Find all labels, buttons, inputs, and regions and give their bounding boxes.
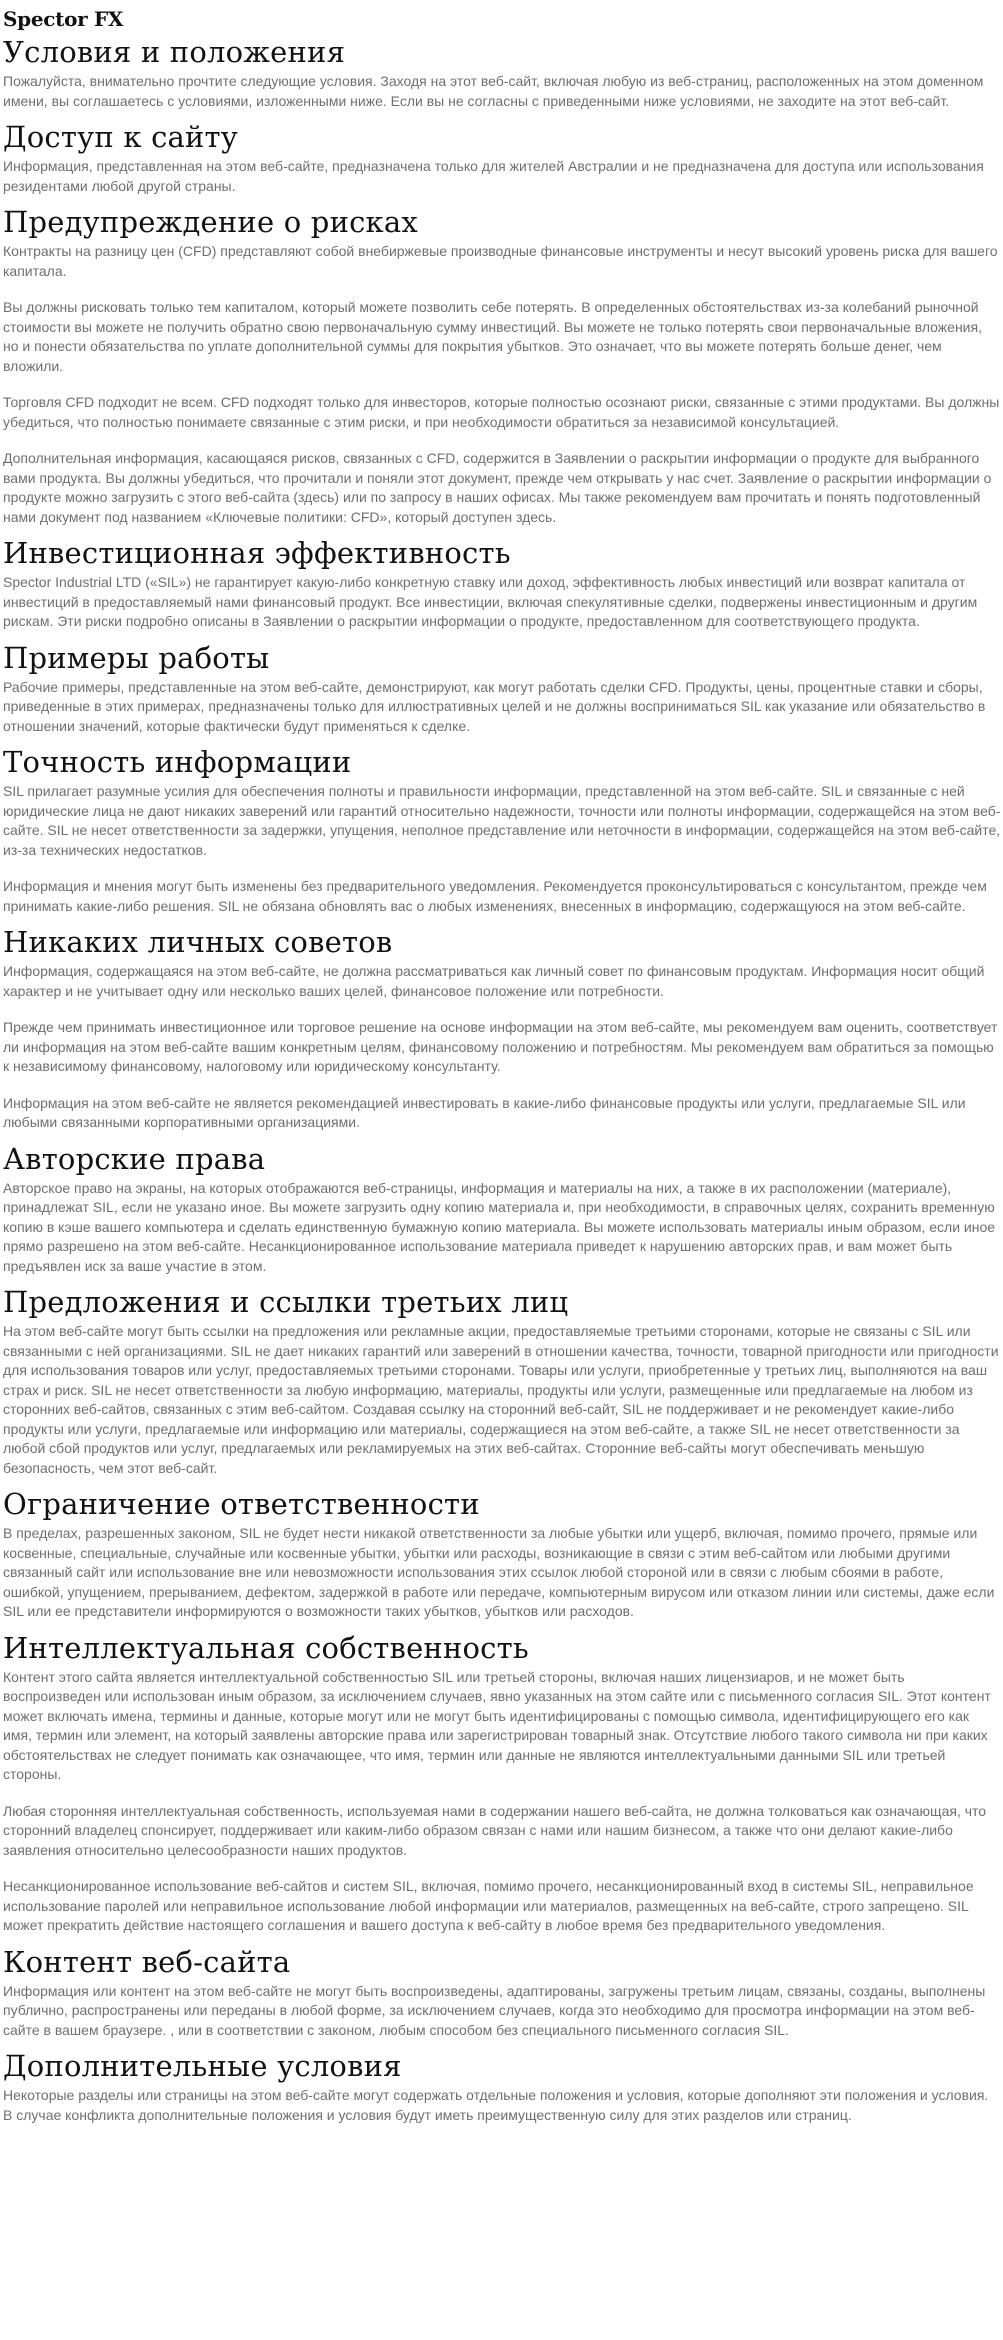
section-heading: Предложения и ссылки третьих лиц [3, 1285, 569, 1319]
section [3, 34, 1003, 111]
section [3, 1486, 1003, 1622]
section-heading: Доступ к сайту [3, 120, 239, 154]
section-heading: Инвестиционная эффективность [3, 536, 511, 570]
section-heading: Примеры работы [3, 640, 270, 675]
section [3, 535, 1003, 632]
section-paragraph: Информация на этом веб-сайте не является рекомендацией инвестировать в какие-либо финансовые продукты или услуги, предлагаемые SIL или любыми связанными корпоративными организациями. [3, 1094, 966, 1130]
section-paragraph: Пожалуйста, внимательно прочтите следующие условия. Заходя на этот веб-сайт, включая любую из веб-страниц, расположенных на этом доменном имени, вы соглашаетесь с условиями, изложенными ниже. Если вы не согласны с приведенными ниже условиями, не заходите на этот веб-сайт. [3, 73, 984, 109]
section-heading: Предупреждение о рисках [3, 205, 418, 239]
section-paragraph: Информация или контент на этом веб-сайте не могут быть воспроизведены, адаптированы, загружены третьим лицам, связаны, созданы, выполнены публично, распространены или переданы в любой форме, за исключением случаев, когда это необходимо для просмотра информации на этом веб-сайте в вашем браузере. , или в соответствии с законом, любым способом без специального письменного согласия SIL. [3, 1982, 986, 2038]
section-heading: Ограничение ответственности [3, 1487, 480, 1521]
section-paragraph: Любая сторонняя интеллектуальная собственность, используемая нами в содержании нашего веб-сайта, не должна толковаться как означающая, что сторонний владелец спонсирует, поддерживает или каким-либо образом связан с нами или нашим бизнесом, а также что они делают какие-либо заявления относительно целесообразности наших продуктов. [3, 1802, 987, 1858]
section-paragraph: Spector Industrial LTD («SIL») не гарантирует какую-либо конкретную ставку или доход, эффективность любых инвестиций или возврат капитала от инвестиций в предоставляемый нами финансовый продукт. Все инвестиции, включая спекулятивные сделки, подвержены инвестиционным и другим рискам. Эти риски подробно описаны в Заявлении о раскрытии информации о продукте, предоставленном для соответствующего продукта. [3, 574, 978, 629]
section-paragraph: Информация и мнения могут быть изменены без предварительного уведомления. Рекомендуется проконсультироваться с консультантом, прежде чем принимать какие-либо решения. SIL не обязана обновлять вас о любых изменениях, внесенных в информацию, содержащуюся на этом веб-сайте. [3, 878, 987, 914]
section-paragraph: SIL прилагает разумные усилия для обеспечения полноты и правильности информации, представленной на этом веб-сайте. SIL и связанные с ней юридические лица не дают никаких заверений или гарантий относительно надежности, точности или полноты информации, содержащейся на этом веб-сайте. SIL не несет ответственности за задержки, упущения, неполное представление или неточности в информации, содержащейся на этом веб-сайте, из-за технических недостатков. [3, 783, 1001, 858]
brand-title: Spector FX [3, 7, 124, 31]
section-paragraph: Прежде чем принимать инвестиционное или торговое решение на основе информации на этом веб-сайте, мы рекомендуем вам оценить, соответствует ли информация на этом веб-сайте вашим конкретным целям, финансовому положению и потребностям. Мы рекомендуем вам обратиться за помощью к независимому финансовому, налоговому или юридическому консультанту. [3, 1019, 998, 1074]
section-paragraph: Контент этого сайта является интеллектуальной собственностью SIL или третьей стороны, включая наших лицензиаров, и не может быть воспроизведен или использован иным образом, за исключением случаев, явно указанных на этом сайте или с письменного согласия SIL. Этот контент может включать имена, термины и данные, которые могут или не могут быть идентифицированы с помощью символа, идентифицирующего его как имя, термин или элемент, на который заявлены авторские права или зарегистрирован товарный знак. Отсутствие любого такого символа ни при каких обстоятельствах не следует понимать как означающее, что имя, термин или данные не являются интеллектуальными данными SIL или третьей стороны. [3, 1668, 991, 1782]
section-heading: Условия и положения [3, 35, 346, 69]
section-heading: Дополнительные условия [3, 2049, 402, 2083]
section-paragraph: Рабочие примеры, представленные на этом веб-сайте, демонстрируют, как могут работать сделки CFD. Продукты, цены, процентные ставки и сборы, приведенные в этих примерах, предназначены только для иллюстративных целей и не должны восприниматься SIL как указание или обязательство в отношении значений, которые фактически будут применяться к сделке. [3, 678, 986, 734]
section [3, 640, 1003, 737]
section [3, 744, 1003, 916]
section [3, 1141, 1003, 1277]
section [3, 119, 1003, 196]
section-heading: Интеллектуальная собственность [3, 1630, 529, 1665]
section-paragraph: Вы должны рисковать только тем капиталом, который можете позволить себе потерять. В определенных обстоятельствах из-за колебаний рыночной стоимости вы можете не получить обратно свою первоначальную сумму инвестиций. Вы можете не только потерять свои первоначальные вложения, но и понести обязательства по уплате дополнительной суммы для покрытия убытков. Это означает, что вы можете потерять больше денег, чем вложили. [3, 299, 982, 374]
section [3, 2048, 1003, 2125]
section-heading: Контент веб-сайта [3, 1944, 291, 1979]
section [3, 1284, 1003, 1478]
section-paragraph: Контракты на разницу цен (CFD) представляют собой внебиржевые производные финансовые инструменты и несут высокий уровень риска для вашего капитала. [3, 243, 998, 279]
section-paragraph: Информация, представленная на этом веб-сайте, предназначена только для жителей Австралии и не предназначена для доступа или использования резидентами любой другой страны. [3, 158, 984, 194]
section-paragraph: Несанкционированное использование веб-сайтов и систем SIL, включая, помимо прочего, несанкционированный вход в системы SIL, неправильное использование паролей или неправильное использование любой информации или материалов, размещенных на веб-сайте, строго запрещено. SIL может прекратить действие настоящего соглашения и вашего доступа к веб-сайту в любое время без предварительного уведомления. [3, 1878, 974, 1933]
section-paragraph: Торговля CFD подходит не всем. CFD подходят только для инвесторов, которые полностью осознают риски, связанные с этими продуктами. Вы должны убедиться, что полностью понимаете связанные с этим риски, и при необходимости обратиться за независимой консультацией. [3, 394, 1000, 430]
section-paragraph: Авторское право на экраны, на которых отображаются веб-страницы, информация и материалы на них, а также в их расположении (материале), принадлежат SIL, если не указано иное. Вы можете загрузить одну копию материала и, при необходимости, в справочных целях, сохранить временную копию в кэше вашего компьютера и сделать единственную бумажную копию материала. Вы можете использовать материалы иным образом, если иное прямо разрешено на этом веб-сайте. Несанкционированное использование материала приведет к нарушению авторских прав, и вам может быть предъявлен иск за ваше участие в этом. [3, 1179, 996, 1274]
section-heading: Точность информации [3, 745, 352, 779]
section-paragraph: Информация, содержащаяся на этом веб-сайте, не должна рассматриваться как личный совет по финансовым продуктам. Информация носит общий характер и не учитывает одну или несколько ваших целей, финансовое положение или потребности. [3, 963, 985, 999]
section-paragraph: В пределах, разрешенных законом, SIL не будет нести никакой ответственности за любые убытки или ущерб, включая, помимо прочего, прямые или косвенные, специальные, случайные или косвенные убытки, убытки или расходы, возникающие в связи с этим веб-сайтом или любыми другими связанный сайт или использование вне или невозможности использования этих ссылок любой стороной или в связи с любым сбоями в работе, ошибкой, упущением, прерыванием, дефектом, задержкой в работе или передаче, компьютерным вирусом или отказом линии или системы, даже если SIL или ее представители информируются о возможности таких убытков, убытков или расходов. [3, 1525, 995, 1619]
section-paragraph: На этом веб-сайте могут быть ссылки на предложения или рекламные акции, предоставляемые третьими сторонами, которые не связаны с SIL или связанными с ней организациями. SIL не дает никаких гарантий или заверений в отношении качества, точности, товарной пригодности или пригодности для использования товаров или услуг, предоставляемых третьими сторонами. Товары или услуги, приобретенные у третьих лиц, выполняются на ваш страх и риск. SIL не несет ответственности за любую информацию, материалы, продукты или услуги, размещенные или предлагаемые на любом из сторонних веб-сайтов, связанных с этим веб-сайтом. Создавая ссылку на сторонний веб-сайт, SIL не поддерживает и не рекомендует какие-либо продукты или услуги, предлагаемые или информацию или материалы, содержащиеся на этом веб-сайте, а также SIL не несет ответственности за любой сбой продуктов или услуг, предлагаемых или рекламируемых на этих веб-сайтах. Сторонние веб-сайты могут обеспечивать меньшую безопасность, чем этот веб-сайт. [3, 1323, 999, 1476]
section [3, 1944, 1003, 2041]
section-paragraph: Некоторые разделы или страницы на этом веб-сайте могут содержать отдельные положения и условия, которые дополняют эти положения и условия. В случае конфликта дополнительные положения и условия будут иметь преимущественную силу для этих разделов или страниц. [3, 2087, 989, 2123]
section [3, 924, 1003, 1133]
section [3, 1630, 1003, 1936]
sections-container [3, 34, 1003, 2125]
section [3, 204, 1003, 527]
section-heading: Авторские права [3, 1141, 266, 1176]
section-paragraph: Дополнительная информация, касающаяся рисков, связанных с CFD, содержится в Заявлении о раскрытии информации о продукте для выбранного вами продукта. Вы должны убедиться, что прочитали и поняли этот документ, прежде чем открывать у нас счет. Заявление о раскрытии информации о продукте можно загрузить с этого веб-сайта (здесь) или по запросу в наших офисах. Мы также рекомендуем вам прочитать и понять подготовленный нами документ под названием «Ключевые политики: CFD», который доступен здесь. [3, 450, 992, 525]
section-heading: Никаких личных советов [3, 925, 393, 959]
